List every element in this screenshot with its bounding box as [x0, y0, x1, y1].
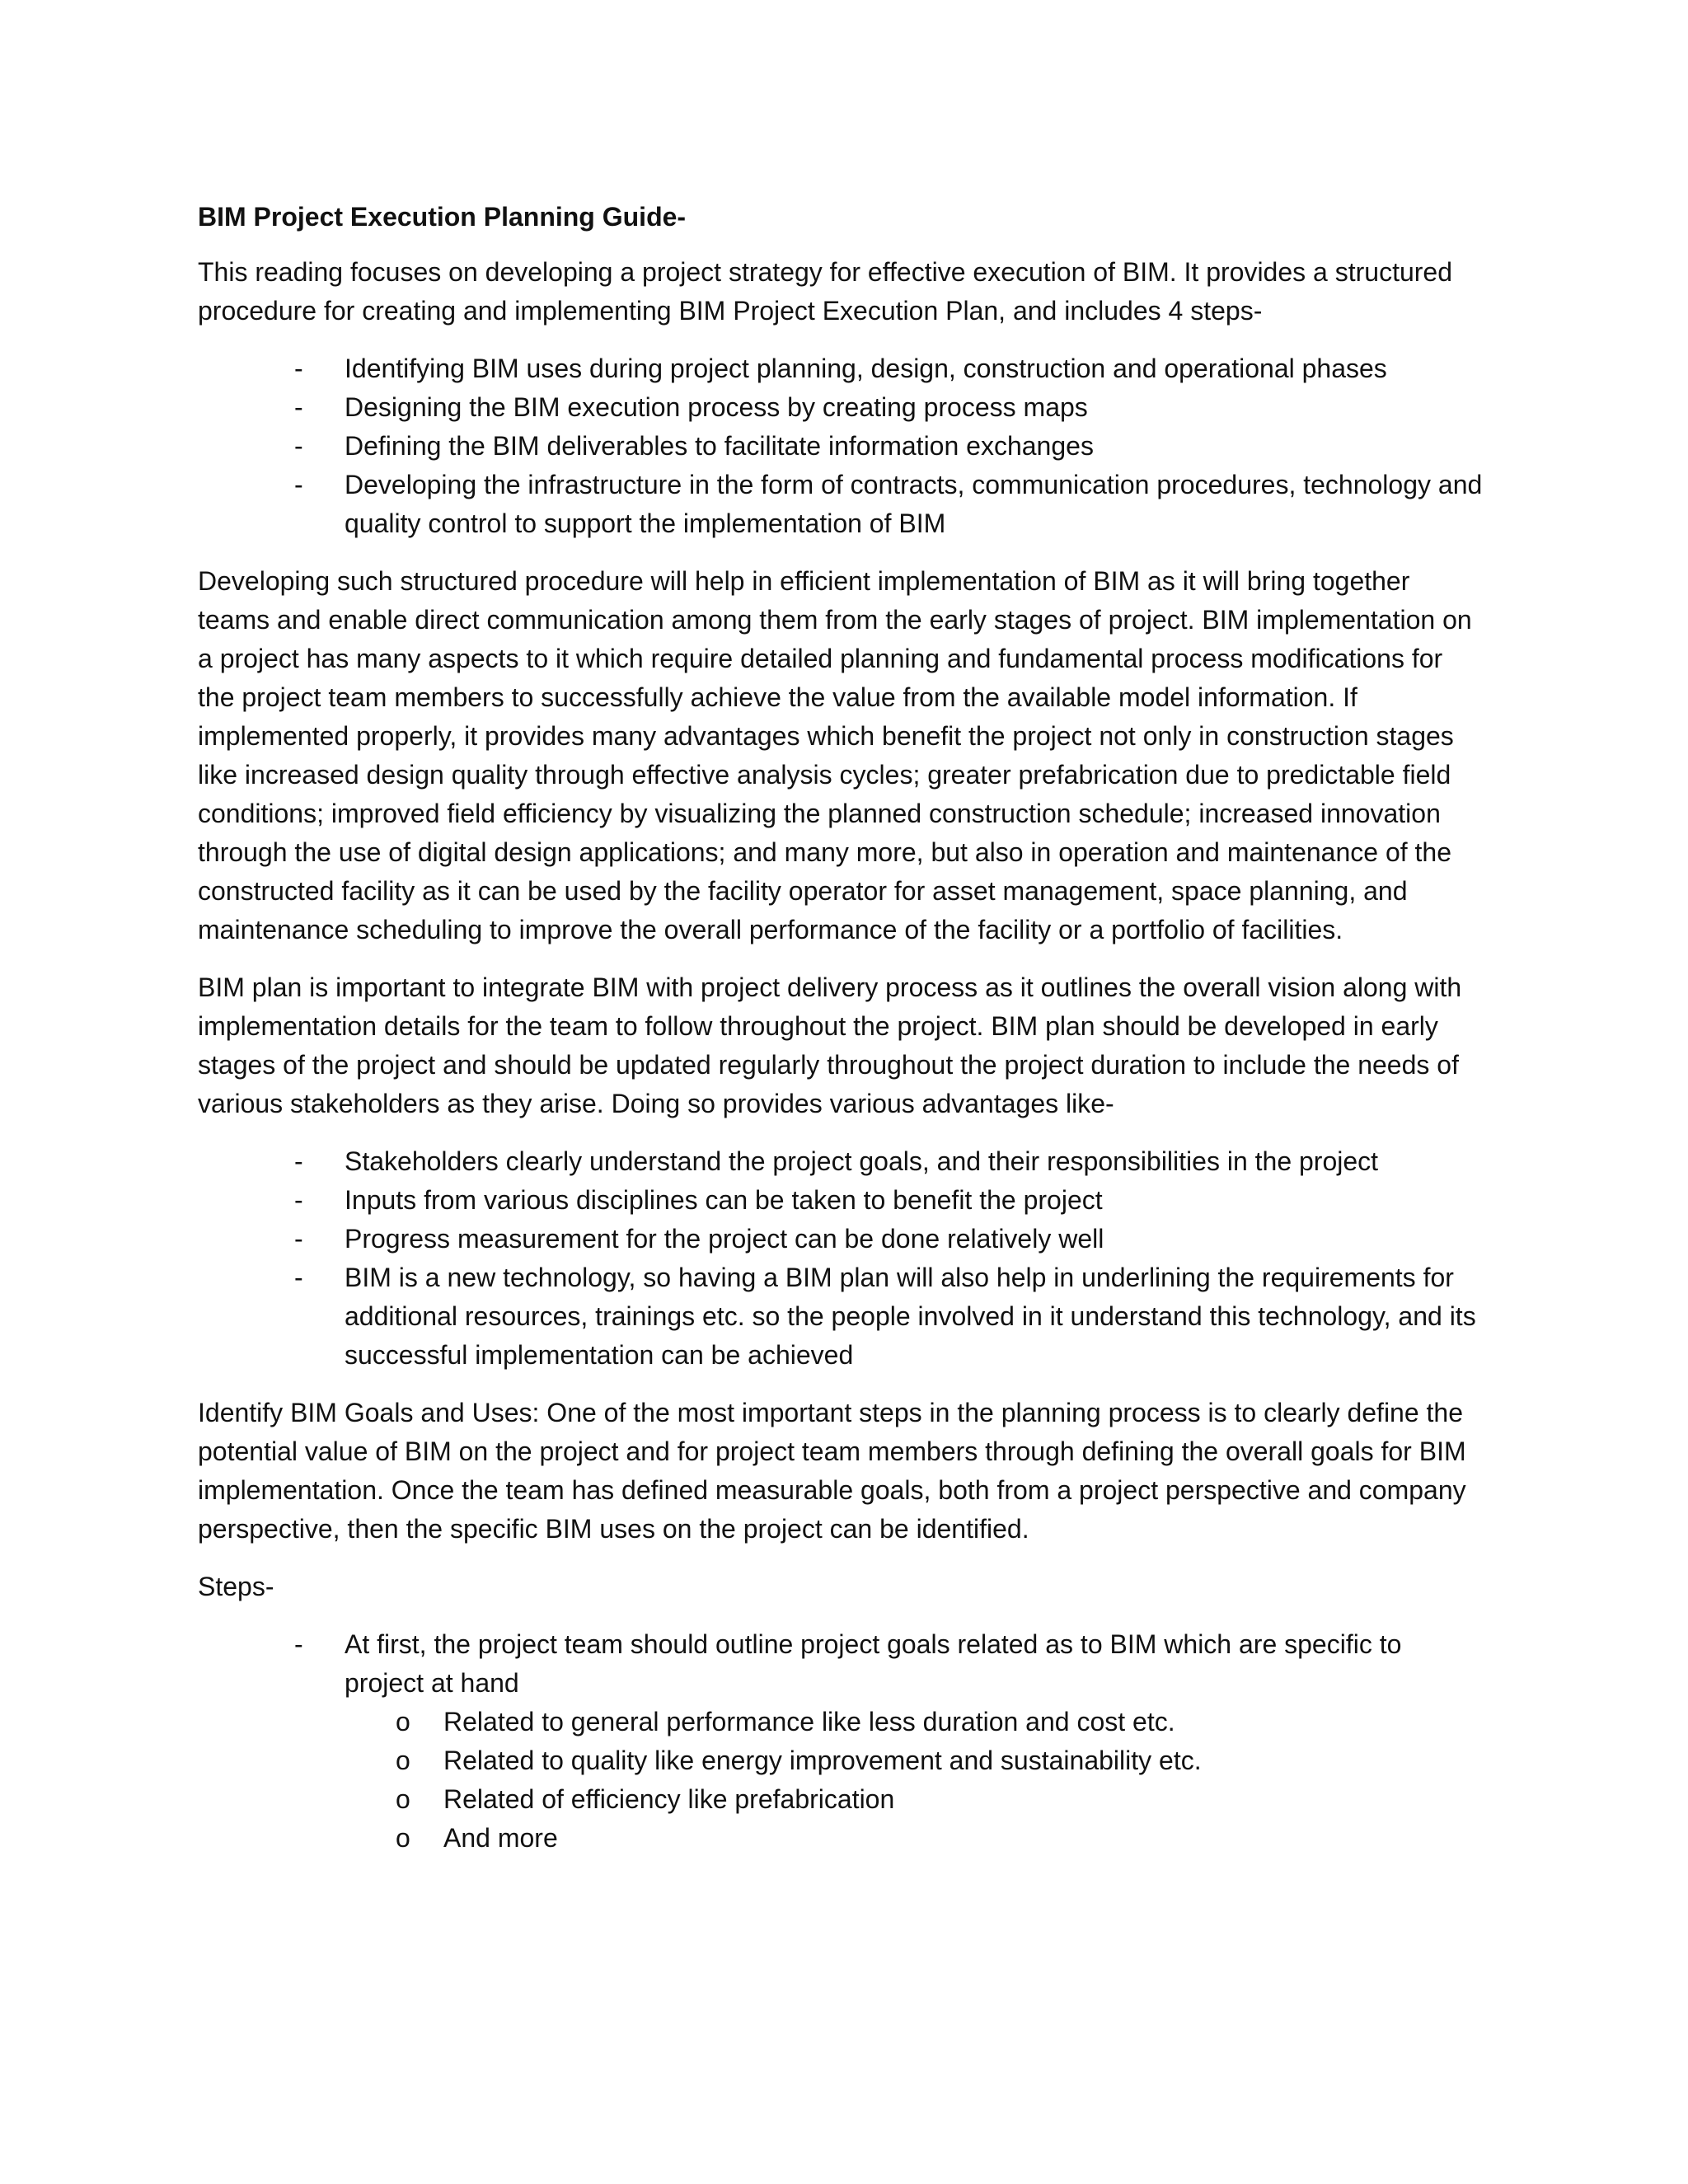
- body-paragraph: Identify BIM Goals and Uses: One of the most important steps in the planning process is to clearly define the potential value of BIM on the project and for project team members through defining the overall goals for BIM implementation. Once the team has defined measurable goals, both from a project perspective and company perspective, then the specific BIM uses on the project can be identified.: [198, 1398, 1466, 1544]
- sublist-item: [345, 1780, 1484, 1819]
- list-item: [198, 349, 1484, 388]
- document-title: BIM Project Execution Planning Guide-: [198, 202, 687, 232]
- steps-label: Steps-: [198, 1572, 274, 1601]
- body-paragraph: Developing such structured procedure will help in efficient implementation of BIM as it will bring together teams and enable direct communication among them from the early stages of project. BIM implementation on a project has many aspects to it which require detailed planning and fundamental process modifications for the project team members to successfully achieve the value from the available model information. If implemented properly, it provides many advantages which benefit the project not only in construction stages like increased design quality through effective analysis cycles; greater prefabrication due to predictable field conditions; improved field efficiency by visualizing the planned construction schedule; increased innovation through the use of digital design applications; and many more, but also in operation and maintenance of the constructed facility as it can be used by the facility operator for asset management, space planning, and maintenance scheduling to improve the overall performance of the facility or a portfolio of facilities.: [198, 566, 1472, 944]
- list-item: [198, 427, 1484, 466]
- circle-bullet-icon: o: [396, 1784, 410, 1814]
- dash-bullet-icon: -: [294, 1263, 303, 1292]
- list-item-text: Progress measurement for the project can be done relatively well: [345, 1224, 1104, 1254]
- list-item: [198, 1625, 1484, 1858]
- execution-steps-list: [198, 349, 1484, 543]
- list-item: [198, 1220, 1484, 1258]
- list-item-text: At first, the project team should outline project goals related as to BIM which are specific to project at hand: [345, 1629, 1402, 1698]
- list-item-text: Designing the BIM execution process by creating process maps: [345, 392, 1088, 422]
- advantages-list: [198, 1142, 1484, 1375]
- sublist-item-text: Related of efficiency like prefabrication: [443, 1784, 895, 1814]
- dash-bullet-icon: -: [294, 470, 303, 499]
- list-item: [198, 466, 1484, 543]
- dash-bullet-icon: -: [294, 354, 303, 383]
- goals-sublist: [345, 1703, 1484, 1858]
- list-item-text: Identifying BIM uses during project planning, design, construction and operational phases: [345, 354, 1387, 383]
- list-item: [198, 1258, 1484, 1375]
- dash-bullet-icon: -: [294, 1146, 303, 1176]
- intro-paragraph: This reading focuses on developing a project strategy for effective execution of BIM. It provides a structured procedure for creating and implementing BIM Project Execution Plan, and includes 4 steps-: [198, 257, 1452, 326]
- sublist-item: [345, 1703, 1484, 1741]
- list-item: [198, 388, 1484, 427]
- list-item: [198, 1142, 1484, 1181]
- sublist-item: [345, 1741, 1484, 1780]
- dash-bullet-icon: -: [294, 431, 303, 461]
- dash-bullet-icon: -: [294, 1224, 303, 1254]
- list-item-text: BIM is a new technology, so having a BIM plan will also help in underlining the requirements for additional resources, trainings etc. so the people involved in it understand this technology, and its successful implementation can be achieved: [345, 1263, 1476, 1370]
- document-page: [198, 198, 1484, 1877]
- circle-bullet-icon: o: [396, 1746, 410, 1775]
- list-item-text: Developing the infrastructure in the form of contracts, communication procedures, technology and quality control to support the implementation of BIM: [345, 470, 1483, 538]
- list-item-text: Defining the BIM deliverables to facilitate information exchanges: [345, 431, 1094, 461]
- goals-steps-list: [198, 1625, 1484, 1858]
- list-item-text: Stakeholders clearly understand the project goals, and their responsibilities in the project: [345, 1146, 1379, 1176]
- dash-bullet-icon: -: [294, 1185, 303, 1215]
- sublist-item-text: Related to quality like energy improvement and sustainability etc.: [443, 1746, 1202, 1775]
- sublist-item-text: Related to general performance like less duration and cost etc.: [443, 1707, 1175, 1736]
- sublist-item: [345, 1819, 1484, 1858]
- sublist-item-text: And more: [443, 1823, 558, 1853]
- dash-bullet-icon: -: [294, 392, 303, 422]
- list-item-text: Inputs from various disciplines can be taken to benefit the project: [345, 1185, 1103, 1215]
- list-item: [198, 1181, 1484, 1220]
- circle-bullet-icon: o: [396, 1823, 410, 1853]
- dash-bullet-icon: -: [294, 1629, 303, 1659]
- body-paragraph: BIM plan is important to integrate BIM with project delivery process as it outlines the overall vision along with implementation details for the team to follow throughout the project. BIM plan should be developed in early stages of the project and should be updated regularly throughout the project duration to include the needs of various stakeholders as they arise. Doing so provides various advantages like-: [198, 972, 1462, 1118]
- circle-bullet-icon: o: [396, 1707, 410, 1736]
